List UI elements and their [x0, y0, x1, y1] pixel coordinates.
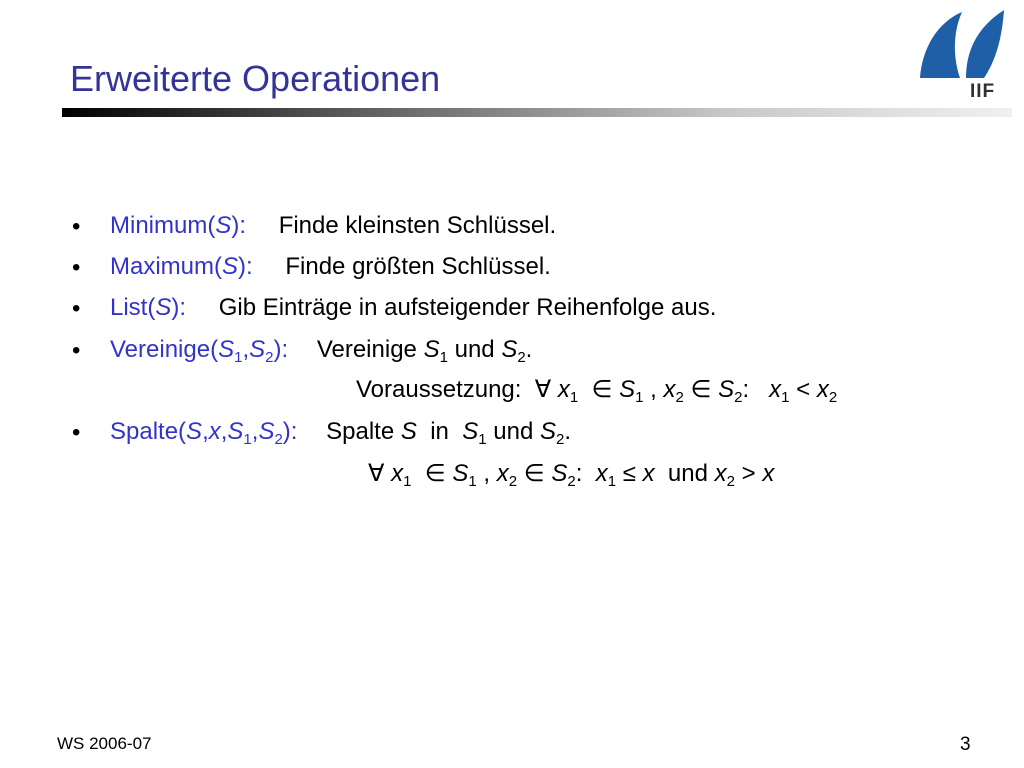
operation-description: Gib Einträge in aufsteigender Reihenfolge aus.	[218, 294, 717, 321]
operation-condition: ∀ $x_1$ ∈ $S_1$ , $x_2$ ∈ $S_2$: $x_1 \le x$ und $x_2 > x$	[368, 460, 775, 490]
logo-right-swoosh	[966, 10, 1004, 78]
list-item	[110, 253, 551, 281]
slide-title: Erweiterte Operationen	[70, 58, 441, 99]
list-item	[110, 212, 556, 240]
logo-left-swoosh	[920, 12, 962, 78]
bullet-marker: •	[72, 213, 81, 240]
operation-signature: Minimum(S):	[110, 212, 247, 239]
operation-description: Finde größten Schlüssel.	[285, 253, 551, 280]
logo-text: IIF	[970, 81, 996, 102]
list-item	[110, 336, 532, 364]
operation-signature: List(S):	[110, 294, 187, 321]
operation-signature: $Spalte(S,x,S_1,S_2)$:	[110, 418, 298, 448]
bullet-marker: •	[72, 337, 81, 364]
operation-description: Finde kleinsten Schlüssel.	[278, 212, 557, 239]
operation-signature: Maximum(S):	[110, 253, 253, 280]
bullet-marker: •	[72, 254, 81, 281]
bullet-marker: •	[72, 419, 81, 446]
list-item	[110, 418, 571, 446]
operation-condition: Voraussetzung: ∀ $x_1$ ∈ $S_1$ , $x_2$ ∈ $S_2$: $x_1 < x_2$	[356, 376, 838, 406]
bullet-marker: •	[72, 295, 81, 322]
title-underline	[62, 108, 1012, 117]
page-number: 3	[960, 734, 971, 755]
footer-semester: WS 2006-07	[57, 734, 152, 753]
operation-description: Vereinige $S_1$ und $S_2$.	[316, 336, 533, 366]
list-item	[110, 294, 716, 322]
operation-description: Spalte S in $S_1$ und $S_2$.	[326, 418, 572, 448]
operation-signature: $Vereinige(S_1,S_2)$:	[110, 336, 289, 366]
